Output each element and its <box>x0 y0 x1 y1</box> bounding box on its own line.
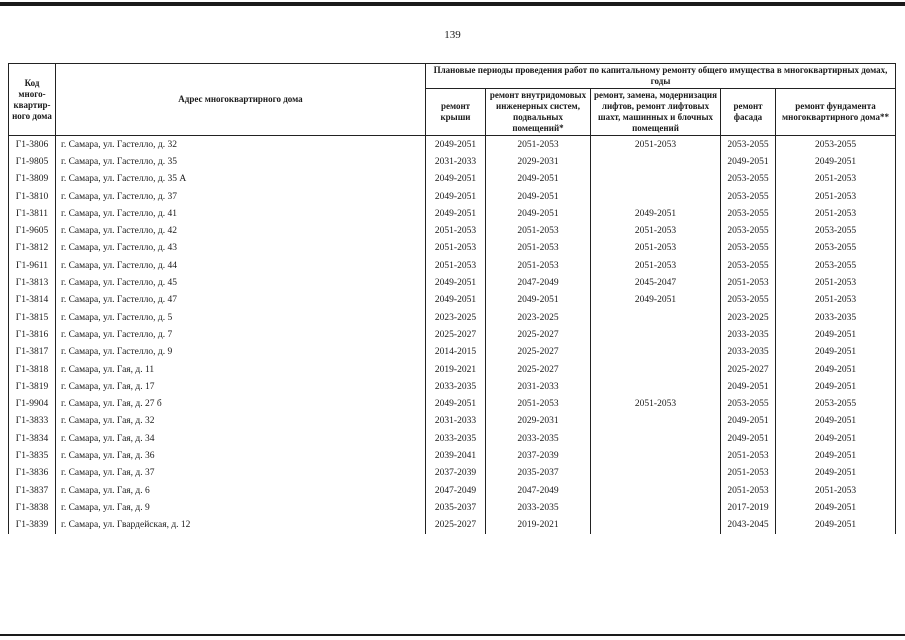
row-roof: 2049-2051 <box>426 136 486 154</box>
row-code: Г1-3837 <box>9 482 56 499</box>
row-facade: 2053-2055 <box>721 136 776 154</box>
row-address: г. Самара, ул. Гастелло, д. 45 <box>56 274 426 291</box>
row-roof: 2025-2027 <box>426 517 486 534</box>
row-code: Г1-9904 <box>9 395 56 412</box>
row-foundation: 2049-2051 <box>776 378 896 395</box>
row-systems: 2025-2027 <box>486 344 591 361</box>
row-code: Г1-3813 <box>9 274 56 291</box>
row-address: г. Самара, ул. Гастелло, д. 37 <box>56 188 426 205</box>
row-facade: 2053-2055 <box>721 222 776 239</box>
row-roof: 2035-2037 <box>426 499 486 516</box>
row-address: г. Самара, ул. Гастелло, д. 41 <box>56 205 426 222</box>
row-foundation: 2049-2051 <box>776 465 896 482</box>
row-systems: 2049-2051 <box>486 188 591 205</box>
row-lifts <box>591 413 721 430</box>
row-foundation: 2053-2055 <box>776 257 896 274</box>
row-roof: 2037-2039 <box>426 465 486 482</box>
row-lifts <box>591 482 721 499</box>
row-code: Г1-9611 <box>9 257 56 274</box>
row-facade: 2053-2055 <box>721 257 776 274</box>
row-address: г. Самара, ул. Гастелло, д. 44 <box>56 257 426 274</box>
row-foundation: 2033-2035 <box>776 309 896 326</box>
row-systems: 2051-2053 <box>486 257 591 274</box>
row-facade: 2051-2053 <box>721 274 776 291</box>
row-roof: 2049-2051 <box>426 292 486 309</box>
row-address: г. Самара, ул. Гвардейская, д. 12 <box>56 517 426 534</box>
row-roof: 2033-2035 <box>426 378 486 395</box>
row-code: Г1-3818 <box>9 361 56 378</box>
row-facade: 2053-2055 <box>721 240 776 257</box>
row-facade: 2051-2053 <box>721 447 776 464</box>
row-roof: 2051-2053 <box>426 240 486 257</box>
table-row <box>9 499 896 516</box>
table-row <box>9 378 896 395</box>
row-lifts: 2051-2053 <box>591 240 721 257</box>
table-body <box>9 136 896 534</box>
row-facade: 2025-2027 <box>721 361 776 378</box>
row-systems: 2033-2035 <box>486 430 591 447</box>
row-foundation: 2049-2051 <box>776 361 896 378</box>
row-address: г. Самара, ул. Гая, д. 27 б <box>56 395 426 412</box>
row-code: Г1-3811 <box>9 205 56 222</box>
row-code: Г1-3812 <box>9 240 56 257</box>
row-roof: 2049-2051 <box>426 274 486 291</box>
table-row <box>9 517 896 534</box>
row-lifts: 2049-2051 <box>591 205 721 222</box>
row-foundation: 2053-2055 <box>776 136 896 154</box>
row-lifts: 2051-2053 <box>591 395 721 412</box>
row-foundation: 2049-2051 <box>776 517 896 534</box>
row-roof: 2031-2033 <box>426 413 486 430</box>
row-facade: 2049-2051 <box>721 153 776 170</box>
table-row <box>9 447 896 464</box>
table-row <box>9 153 896 170</box>
table-row <box>9 171 896 188</box>
row-address: г. Самара, ул. Гая, д. 36 <box>56 447 426 464</box>
row-roof: 2023-2025 <box>426 309 486 326</box>
row-foundation: 2051-2053 <box>776 171 896 188</box>
row-lifts <box>591 465 721 482</box>
row-roof: 2031-2033 <box>426 153 486 170</box>
row-foundation: 2051-2053 <box>776 205 896 222</box>
row-roof: 2025-2027 <box>426 326 486 343</box>
page-number: 139 <box>444 29 461 41</box>
row-code: Г1-3819 <box>9 378 56 395</box>
row-systems: 2035-2037 <box>486 465 591 482</box>
row-address: г. Самара, ул. Гастелло, д. 32 <box>56 136 426 154</box>
row-lifts <box>591 447 721 464</box>
row-roof: 2047-2049 <box>426 482 486 499</box>
row-lifts <box>591 153 721 170</box>
row-lifts <box>591 326 721 343</box>
row-systems: 2025-2027 <box>486 361 591 378</box>
row-systems: 2051-2053 <box>486 395 591 412</box>
row-foundation: 2053-2055 <box>776 240 896 257</box>
table-row <box>9 344 896 361</box>
row-roof: 2033-2035 <box>426 430 486 447</box>
table-row <box>9 309 896 326</box>
row-lifts <box>591 517 721 534</box>
table-row <box>9 274 896 291</box>
row-code: Г1-3836 <box>9 465 56 482</box>
row-address: г. Самара, ул. Гастелло, д. 42 <box>56 222 426 239</box>
row-roof: 2049-2051 <box>426 205 486 222</box>
row-systems: 2047-2049 <box>486 482 591 499</box>
row-systems: 2049-2051 <box>486 205 591 222</box>
row-foundation: 2049-2051 <box>776 499 896 516</box>
row-address: г. Самара, ул. Гая, д. 11 <box>56 361 426 378</box>
row-systems: 2051-2053 <box>486 136 591 154</box>
header-periods-group: Плановые периоды проведения работ по капитальному ремонту общего имущества в многоквартирных домах, годы <box>426 64 896 89</box>
row-systems: 2025-2027 <box>486 326 591 343</box>
row-address: г. Самара, ул. Гастелло, д. 5 <box>56 309 426 326</box>
row-code: Г1-3814 <box>9 292 56 309</box>
row-systems: 2023-2025 <box>486 309 591 326</box>
row-facade: 2051-2053 <box>721 465 776 482</box>
table-row <box>9 465 896 482</box>
row-foundation: 2049-2051 <box>776 430 896 447</box>
header-foundation: ремонт фундамента многоквартирного дома** <box>776 89 896 136</box>
row-systems: 2051-2053 <box>486 222 591 239</box>
row-code: Г1-9805 <box>9 153 56 170</box>
row-facade: 2023-2025 <box>721 309 776 326</box>
row-lifts: 2045-2047 <box>591 274 721 291</box>
row-foundation: 2049-2051 <box>776 344 896 361</box>
row-facade: 2053-2055 <box>721 205 776 222</box>
row-address: г. Самара, ул. Гая, д. 6 <box>56 482 426 499</box>
row-facade: 2049-2051 <box>721 378 776 395</box>
row-lifts: 2049-2051 <box>591 292 721 309</box>
row-address: г. Самара, ул. Гая, д. 34 <box>56 430 426 447</box>
table-row <box>9 413 896 430</box>
row-address: г. Самара, ул. Гая, д. 9 <box>56 499 426 516</box>
row-roof: 2014-2015 <box>426 344 486 361</box>
row-lifts <box>591 361 721 378</box>
row-facade: 2053-2055 <box>721 395 776 412</box>
row-systems: 2031-2033 <box>486 378 591 395</box>
table-row <box>9 188 896 205</box>
row-address: г. Самара, ул. Гастелло, д. 35 <box>56 153 426 170</box>
row-address: г. Самара, ул. Гастелло, д. 9 <box>56 344 426 361</box>
table-row <box>9 240 896 257</box>
row-systems: 2033-2035 <box>486 499 591 516</box>
row-systems: 2037-2039 <box>486 447 591 464</box>
row-foundation: 2053-2055 <box>776 222 896 239</box>
header-code: Код много-квартир-ного дома <box>9 64 56 136</box>
capital-repair-table <box>8 63 896 534</box>
row-roof: 2049-2051 <box>426 188 486 205</box>
row-code: Г1-3838 <box>9 499 56 516</box>
row-systems: 2051-2053 <box>486 240 591 257</box>
top-rule <box>0 2 905 6</box>
row-facade: 2049-2051 <box>721 413 776 430</box>
row-foundation: 2051-2053 <box>776 482 896 499</box>
table-row <box>9 361 896 378</box>
row-lifts <box>591 309 721 326</box>
row-lifts <box>591 378 721 395</box>
row-systems: 2029-2031 <box>486 413 591 430</box>
row-lifts: 2051-2053 <box>591 222 721 239</box>
row-address: г. Самара, ул. Гастелло, д. 7 <box>56 326 426 343</box>
row-roof: 2049-2051 <box>426 395 486 412</box>
row-foundation: 2049-2051 <box>776 153 896 170</box>
row-facade: 2017-2019 <box>721 499 776 516</box>
row-roof: 2051-2053 <box>426 257 486 274</box>
row-roof: 2019-2021 <box>426 361 486 378</box>
row-foundation: 2051-2053 <box>776 292 896 309</box>
row-code: Г1-3815 <box>9 309 56 326</box>
row-facade: 2053-2055 <box>721 292 776 309</box>
row-facade: 2049-2051 <box>721 430 776 447</box>
table-row <box>9 482 896 499</box>
row-code: Г1-3809 <box>9 171 56 188</box>
table-row <box>9 257 896 274</box>
row-facade: 2053-2055 <box>721 188 776 205</box>
row-foundation: 2051-2053 <box>776 188 896 205</box>
header-address: Адрес многоквартирного дома <box>56 64 426 136</box>
row-code: Г1-3810 <box>9 188 56 205</box>
table-row <box>9 222 896 239</box>
table-row <box>9 326 896 343</box>
row-address: г. Самара, ул. Гая, д. 17 <box>56 378 426 395</box>
row-foundation: 2049-2051 <box>776 413 896 430</box>
header-lifts: ремонт, замена, модернизация лифтов, ремонт лифтовых шахт, машинных и блочных помещений <box>591 89 721 136</box>
row-facade: 2033-2035 <box>721 344 776 361</box>
row-facade: 2043-2045 <box>721 517 776 534</box>
table-row <box>9 292 896 309</box>
row-systems: 2047-2049 <box>486 274 591 291</box>
row-code: Г1-3817 <box>9 344 56 361</box>
bottom-rule <box>0 634 905 636</box>
row-code: Г1-3806 <box>9 136 56 154</box>
row-foundation: 2049-2051 <box>776 447 896 464</box>
row-facade: 2053-2055 <box>721 171 776 188</box>
row-facade: 2051-2053 <box>721 482 776 499</box>
row-code: Г1-3835 <box>9 447 56 464</box>
row-systems: 2029-2031 <box>486 153 591 170</box>
row-code: Г1-3839 <box>9 517 56 534</box>
row-foundation: 2049-2051 <box>776 326 896 343</box>
row-roof: 2051-2053 <box>426 222 486 239</box>
row-systems: 2049-2051 <box>486 171 591 188</box>
row-address: г. Самара, ул. Гастелло, д. 43 <box>56 240 426 257</box>
header-systems: ремонт внутридомовых инженерных систем, подвальных помещений* <box>486 89 591 136</box>
row-lifts <box>591 188 721 205</box>
header-roof: ремонт крыши <box>426 89 486 136</box>
table-row <box>9 205 896 222</box>
row-lifts <box>591 344 721 361</box>
table-row <box>9 395 896 412</box>
row-code: Г1-3834 <box>9 430 56 447</box>
row-foundation: 2051-2053 <box>776 274 896 291</box>
row-lifts <box>591 430 721 447</box>
row-address: г. Самара, ул. Гастелло, д. 35 А <box>56 171 426 188</box>
row-address: г. Самара, ул. Гая, д. 37 <box>56 465 426 482</box>
row-lifts <box>591 499 721 516</box>
header-facade: ремонт фасада <box>721 89 776 136</box>
row-lifts <box>591 171 721 188</box>
row-facade: 2033-2035 <box>721 326 776 343</box>
row-systems: 2019-2021 <box>486 517 591 534</box>
row-foundation: 2053-2055 <box>776 395 896 412</box>
row-roof: 2039-2041 <box>426 447 486 464</box>
row-code: Г1-3833 <box>9 413 56 430</box>
row-address: г. Самара, ул. Гая, д. 32 <box>56 413 426 430</box>
row-lifts: 2051-2053 <box>591 257 721 274</box>
row-systems: 2049-2051 <box>486 292 591 309</box>
row-lifts: 2051-2053 <box>591 136 721 154</box>
table-row <box>9 430 896 447</box>
row-code: Г1-3816 <box>9 326 56 343</box>
row-code: Г1-9605 <box>9 222 56 239</box>
row-address: г. Самара, ул. Гастелло, д. 47 <box>56 292 426 309</box>
table-row <box>9 136 896 154</box>
row-roof: 2049-2051 <box>426 171 486 188</box>
